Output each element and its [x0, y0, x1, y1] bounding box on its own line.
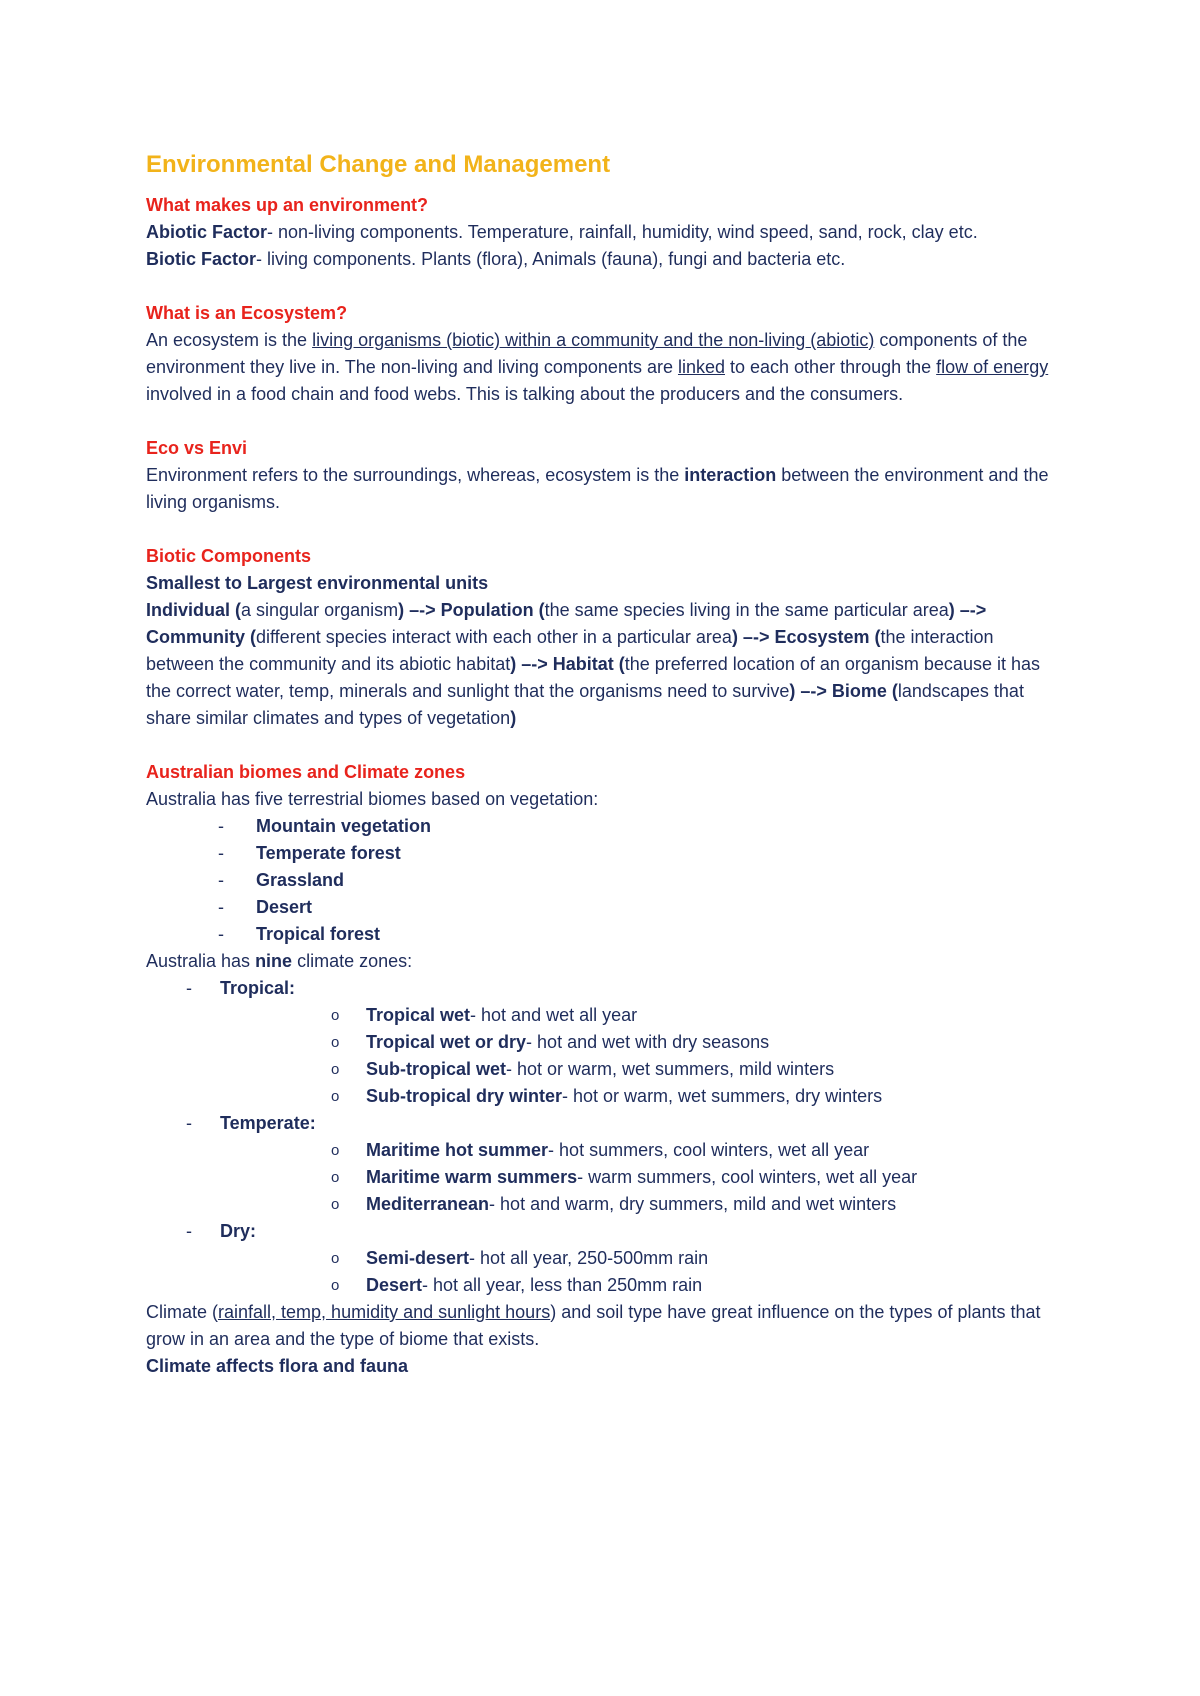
climate-paragraph — [146, 1299, 1066, 1353]
climate-text-1: Climate ( — [146, 1302, 219, 1322]
unit-habitat-desc: the preferred location of an organism because it has the correct water, temp, minerals and sunlight that the organisms need to survive — [146, 654, 1040, 701]
zone-sublist — [294, 1002, 1066, 1110]
list-item — [146, 894, 1066, 921]
unit-close: ) — [510, 708, 517, 728]
zone-desc: - hot and wet all year — [470, 1005, 638, 1025]
ecosystem-heading: What is an Ecosystem? — [146, 303, 348, 323]
biome-list — [146, 813, 1066, 948]
zone-desc: - hot all year, 250-500mm rain — [469, 1248, 709, 1268]
eco-vs-envi-text-2: between the environment and the living organisms. — [146, 465, 1049, 512]
list-item — [294, 1164, 1066, 1191]
list-item — [146, 840, 1066, 867]
unit-individual-desc: a singular organism — [241, 600, 399, 620]
ecosystem-text-3: to each other through the — [725, 357, 937, 377]
unit-community: ) –-> Community ( — [146, 600, 987, 647]
zone-group-tropical — [146, 975, 1066, 1110]
zone-desc: - hot and wet with dry seasons — [526, 1032, 770, 1052]
zones-intro — [146, 948, 1066, 975]
abiotic-label: Abiotic Factor — [146, 222, 268, 242]
list-item — [294, 1272, 1066, 1299]
zone-desc: - hot all year, less than 250mm rain — [422, 1275, 703, 1295]
eco-vs-envi-paragraph — [146, 462, 1066, 516]
biome-item: Tropical forest — [256, 924, 381, 944]
biotic-label: Biotic Factor — [146, 249, 257, 269]
units-paragraph — [146, 597, 1066, 732]
zone-desc: - hot and warm, dry summers, mild and wet winters — [489, 1194, 897, 1214]
zone-group-label: Dry: — [220, 1221, 257, 1241]
eco-vs-envi-bold: interaction — [684, 465, 777, 485]
ecosystem-text-1: An ecosystem is the — [146, 330, 313, 350]
zone-label: Desert — [366, 1275, 423, 1295]
climate-text-2: ) and soil type have great influence on the types of plants that grow in an area and the type of biome that exists. — [146, 1302, 1041, 1349]
zone-sublist — [294, 1137, 1066, 1218]
biome-item: Desert — [256, 897, 313, 917]
eco-vs-envi-heading: Eco vs Envi — [146, 438, 248, 458]
zones-intro-bold: nine — [255, 951, 293, 971]
biomes-heading: Australian biomes and Climate zones — [146, 762, 466, 782]
unit-individual: Individual ( — [146, 600, 242, 620]
list-item — [294, 1137, 1066, 1164]
ecosystem-paragraph — [146, 327, 1066, 408]
zone-group-dry — [146, 1218, 1066, 1299]
biome-item: Mountain vegetation — [256, 816, 431, 836]
ecosystem-underline-1: living organisms (biotic) within a community and the non-living (abiotic) — [312, 330, 875, 350]
zone-label: Sub-tropical dry winter — [366, 1086, 563, 1106]
ecosystem-text-2: components of the environment they live in. The non-living and living components are — [146, 330, 1028, 377]
list-item — [294, 1083, 1066, 1110]
unit-population: ) –-> Population ( — [398, 600, 545, 620]
climate-underline: rainfall, temp, humidity and sunlight hours — [218, 1302, 551, 1322]
abiotic-text: - non-living components. Temperature, rainfall, humidity, wind speed, sand, rock, clay etc. — [267, 222, 978, 242]
unit-biome: ) –-> Biome ( — [789, 681, 898, 701]
zone-desc: - hot or warm, wet summers, mild winters — [506, 1059, 835, 1079]
zone-label: Sub-tropical wet — [366, 1059, 507, 1079]
document-title: Environmental Change and Management — [146, 151, 611, 178]
list-item — [146, 813, 1066, 840]
zone-group-label: Tropical: — [220, 978, 296, 998]
unit-habitat: ) –-> Habitat ( — [510, 654, 625, 674]
list-item — [294, 1029, 1066, 1056]
biotic-paragraph — [146, 246, 1066, 273]
eco-vs-envi-text-1: Environment refers to the surroundings, whereas, ecosystem is the — [146, 465, 685, 485]
zone-label: Mediterranean — [366, 1194, 490, 1214]
unit-biome-desc: landscapes that share similar climates and types of vegetation — [146, 681, 1024, 728]
biomes-intro: Australia has five terrestrial biomes based on vegetation: — [146, 789, 599, 809]
unit-population-desc: the same species living in the same particular area — [544, 600, 949, 620]
list-item — [294, 1002, 1066, 1029]
biotic-text: - living components. Plants (flora), Animals (fauna), fungi and bacteria etc. — [256, 249, 846, 269]
ecosystem-text-4: involved in a food chain and food webs. This is talking about the producers and the consumers. — [146, 384, 904, 404]
list-item — [146, 921, 1066, 948]
environment-heading: What makes up an environment? — [146, 195, 429, 215]
list-item — [294, 1245, 1066, 1272]
document-body — [146, 148, 1066, 1380]
zone-label: Maritime hot summer — [366, 1140, 549, 1160]
zone-label: Tropical wet — [366, 1005, 471, 1025]
zone-group-label: Temperate: — [220, 1113, 316, 1133]
ecosystem-underline-3: flow of energy — [936, 357, 1049, 377]
climate-final-line: Climate affects flora and fauna — [146, 1356, 409, 1376]
biome-item: Temperate forest — [256, 843, 401, 863]
zone-label: Maritime warm summers — [366, 1167, 578, 1187]
biome-item: Grassland — [256, 870, 345, 890]
zone-desc: - hot or warm, wet summers, dry winters — [562, 1086, 883, 1106]
units-subheading: Smallest to Largest environmental units — [146, 573, 489, 593]
unit-ecosystem: ) –-> Ecosystem ( — [731, 627, 881, 647]
list-item — [294, 1191, 1066, 1218]
zone-label: Semi-desert — [366, 1248, 470, 1268]
unit-ecosystem-desc: the interaction between the community and its abiotic habitat — [146, 627, 994, 674]
abiotic-paragraph — [146, 219, 1066, 246]
zone-sublist — [294, 1245, 1066, 1299]
zone-desc: - warm summers, cool winters, wet all year — [577, 1167, 918, 1187]
list-item — [146, 867, 1066, 894]
zone-desc: - hot summers, cool winters, wet all year — [548, 1140, 870, 1160]
list-item — [294, 1056, 1066, 1083]
zones-intro-text-1: Australia has — [146, 951, 256, 971]
unit-community-desc: different species interact with each other in a particular area — [256, 627, 732, 647]
ecosystem-underline-2: linked — [677, 357, 725, 377]
biotic-components-heading: Biotic Components — [146, 546, 311, 566]
climate-zone-list — [146, 975, 1066, 1299]
zone-label: Tropical wet or dry — [366, 1032, 527, 1052]
zone-group-temperate — [146, 1110, 1066, 1218]
zones-intro-text-2: climate zones: — [292, 951, 413, 971]
